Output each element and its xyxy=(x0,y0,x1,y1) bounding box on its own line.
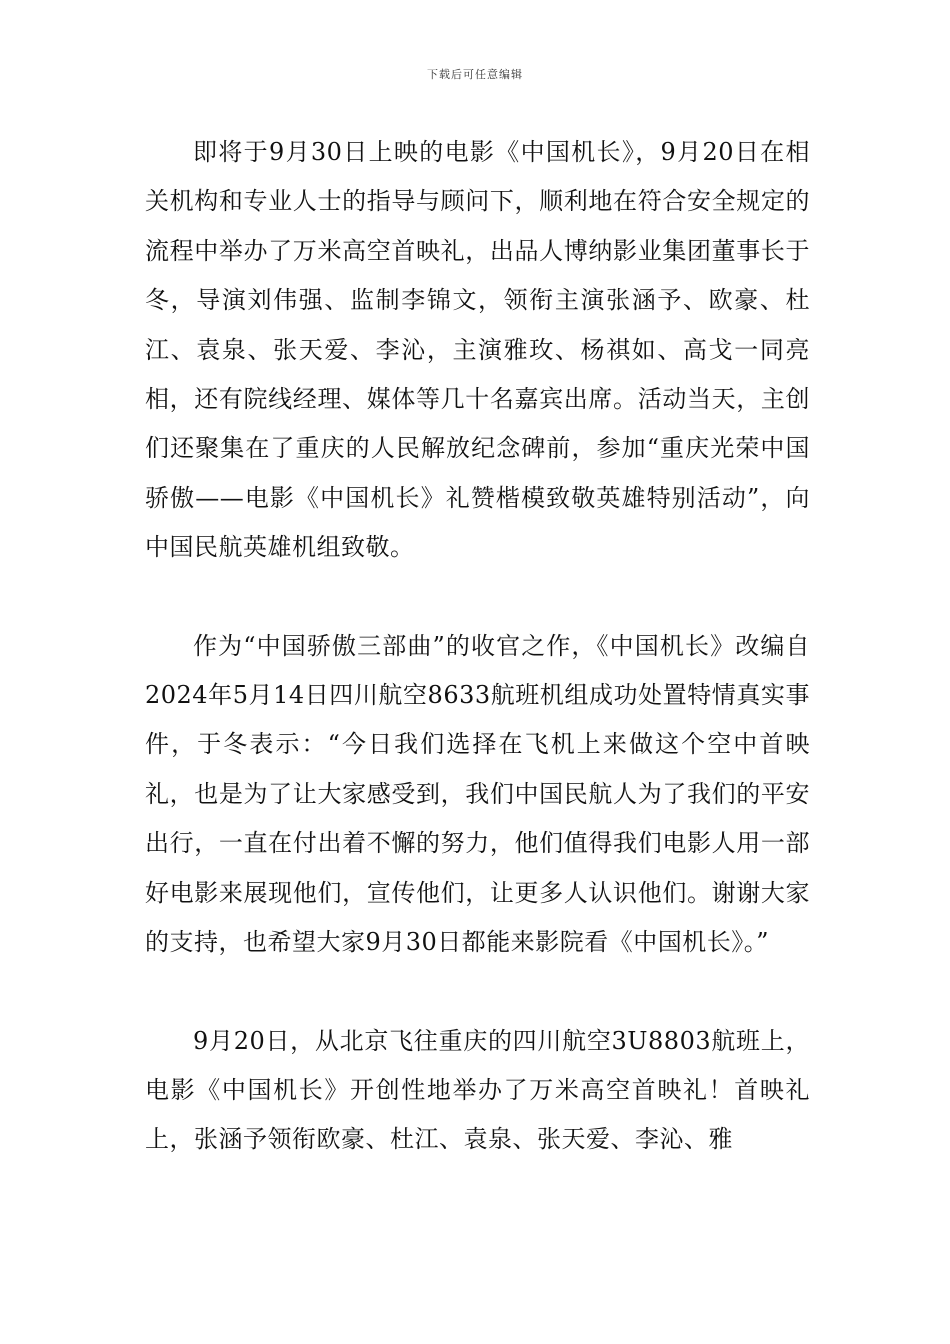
header-note: 下载后可任意编辑 xyxy=(427,68,523,81)
paragraph-2: 作为“中国骄傲三部曲”的收官之作，《中国机长》改编自2024年5月14日四川航空8633航班机组成功处置特情真实事件，于冬表示：“今日我们选择在飞机上来做这个空中首映礼，也是为了让大家感受到，我们中国民航人为了我们的平安出行，一直在付出着不懈的努力，他们值得我们电影人用一部好电影来展现他们，宣传他们，让更多人认识他们。谢谢大家的支持，也希望大家9月30日都能来影院看《中国机长》。” xyxy=(145,631,810,957)
paragraph-1: 即将于9月30日上映的电影《中国机长》，9月20日在相关机构和专业人士的指导与顾问下，顺利地在符合安全规定的流程中举办了万米高空首映礼，出品人博纳影业集团董事长于冬，导演刘伟强、监制李锦文，领衔主演张涵予、欧豪、杜江、袁泉、张天爱、李沁，主演雅玫、杨祺如、高戈一同亮相，还有院线经理、媒体等几十名嘉宾出席。活动当天，主创们还聚集在了重庆的人民解放纪念碑前，参加“重庆光荣中国骄傲——电影《中国机长》礼赞楷模致敬英雄特别活动”，向中国民航英雄机组致敬。 xyxy=(145,138,810,562)
document-body xyxy=(145,128,810,1165)
paragraph-3: 9月20日，从北京飞往重庆的四川航空3U8803航班上，电影《中国机长》开创性地举办了万米高空首映礼！首映礼上，张涵予领衔欧豪、杜江、袁泉、张天爱、李沁、雅 xyxy=(145,1026,810,1154)
